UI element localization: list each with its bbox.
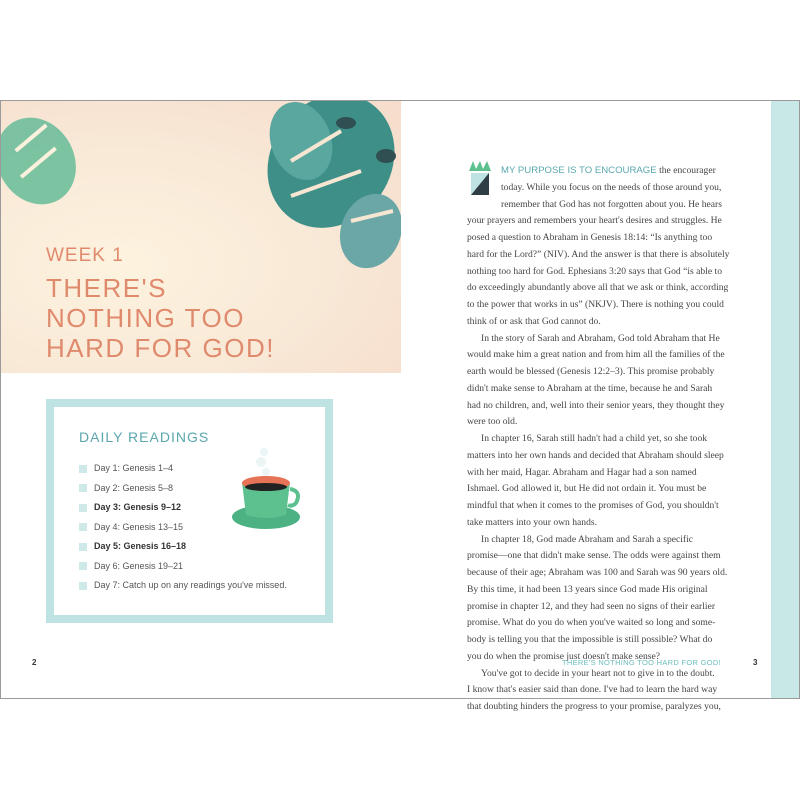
text-line: would make him a great nation and from him all the families of the	[467, 349, 725, 361]
text-line: Ishmael. God allowed it, but He did not ordain it. You must be	[467, 483, 707, 495]
text-line: By this time, it had been 13 years since God made His original	[467, 583, 708, 595]
text-line: that doubting hinders the progress to your promise, paralyzes you,	[467, 701, 721, 712]
text-line: In chapter 16, Sarah still hadn't had a child yet, so she took	[481, 433, 708, 444]
text-line: mindful that when it comes to the promises of God, you shouldn't	[467, 500, 719, 511]
reading-label: Day 2: Genesis 5–8	[94, 482, 174, 493]
text-line: In chapter 18, God made Abraham and Sarah a specific	[481, 533, 694, 545]
reading-label: Day 7: Catch up on any readings you've missed.	[94, 580, 287, 591]
chapter-title: THERE'S NOTHING TOO HARD FOR GOD!	[46, 273, 275, 363]
text-line: to the power that works in us” (NKJV). There is nothing you could	[467, 299, 724, 310]
book-spread	[0, 100, 800, 712]
reading-item	[79, 537, 287, 557]
lead-in-rest: the encourager	[656, 165, 716, 176]
reading-item	[79, 557, 287, 577]
text-line: matters into her own hands and decided that Abraham should sleep	[467, 449, 724, 461]
reading-label: Day 4: Genesis 13–15	[94, 521, 184, 532]
body-text	[467, 163, 765, 716]
checkbox-icon[interactable]	[79, 523, 87, 531]
teal-edge-strip	[771, 101, 799, 698]
text-line: nothing too hard for God. Ephesians 3:20 says that God “is able to	[467, 265, 722, 277]
daily-readings-box	[46, 399, 333, 623]
coffee-cup-illustration	[224, 437, 304, 537]
checkbox-icon[interactable]	[79, 484, 87, 492]
chapter-header	[1, 101, 401, 373]
checkbox-icon[interactable]	[79, 543, 87, 551]
reading-label: Day 5: Genesis 16–18	[94, 541, 187, 552]
text-line: had no children, and, well into their senior years, they thought they	[467, 399, 725, 411]
reading-label: Day 3: Genesis 9–12	[94, 502, 182, 513]
text-line: In the story of Sarah and Abraham, God told Abraham that He	[481, 332, 720, 344]
text-line: do exceedingly abundantly above all that we ask or think, according	[467, 282, 729, 294]
text-line: didn't make sense to Abraham at the time, because he and Sarah	[467, 382, 713, 394]
checkbox-icon[interactable]	[79, 582, 87, 590]
text-line: I know that's easier said than done. I've had to learn the hard way	[467, 684, 718, 696]
checkbox-icon[interactable]	[79, 504, 87, 512]
text-line: hard for the Lord?” (NIV). And the answer is that there is absolutely	[467, 248, 730, 260]
text-line: your prayers and remembers your heart's desires and struggles. He	[467, 215, 722, 227]
text-line: with her maid, Hagar. Abraham and Hagar had a son named	[467, 466, 697, 478]
text-line: you do when the promise just doesn't make sense?	[467, 650, 661, 662]
reading-label: Day 1: Genesis 1–4	[94, 463, 174, 474]
text-line: body is telling you that the impossible is still possible? What do	[467, 634, 713, 645]
daily-readings-heading: DAILY READINGS	[79, 429, 210, 445]
running-footer: THERE'S NOTHING TOO HARD FOR GOD!	[562, 658, 721, 667]
text-line: because of their age; Abraham was 100 and Sarah was 90 years old.	[467, 567, 728, 578]
left-page	[1, 101, 401, 698]
text-line: were too old.	[467, 416, 518, 428]
text-line: today. While you focus on the needs of those around you,	[501, 181, 722, 193]
text-line: promise—one that didn't make sense. The odds were against them	[467, 550, 721, 562]
week-label: WEEK 1	[46, 245, 124, 266]
text-line: remember that God has not forgotten about you. He hears	[501, 198, 722, 210]
text-line: You've got to decide in your heart not to give in to the doubt.	[481, 667, 715, 679]
right-page	[401, 101, 771, 712]
text-line: think of or ask that God cannot do.	[467, 315, 601, 327]
reading-label: Day 6: Genesis 19–21	[94, 560, 184, 571]
text-line: posed a question to Abraham in Genesis 18:14: “Is anything too	[467, 232, 713, 243]
checkbox-icon[interactable]	[79, 465, 87, 473]
reading-item	[79, 576, 287, 596]
text-line	[467, 163, 765, 180]
checkbox-icon[interactable]	[79, 562, 87, 570]
lead-in-caps: MY PURPOSE IS TO ENCOURAGE	[501, 165, 657, 176]
text-line: take matters into your own hands.	[467, 516, 598, 528]
page-number-right: 3	[753, 658, 758, 667]
text-line: earth would be blessed (Genesis 12:2–3). This promise probably	[467, 366, 715, 377]
text-line: promise. What do you do when you've waited so long and some-	[467, 617, 716, 629]
page-number-left: 2	[32, 658, 37, 667]
text-line: promise in chapter 12, and they had seen no signs of their earlier	[467, 600, 716, 612]
